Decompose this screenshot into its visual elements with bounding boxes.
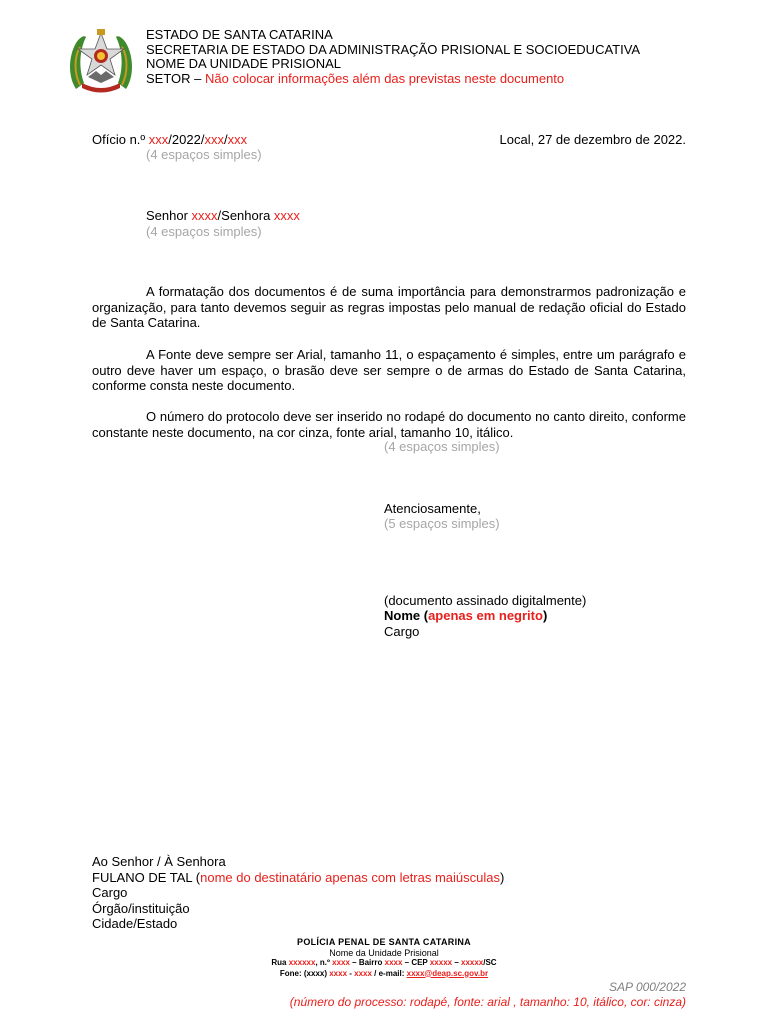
document-header <box>146 28 640 86</box>
header-state: ESTADO DE SANTA CATARINA <box>146 27 333 42</box>
closing: Atenciosamente, <box>384 501 481 516</box>
oficio-number <box>92 132 247 148</box>
document-footer <box>0 937 768 979</box>
state-coat-of-arms-icon <box>66 27 136 95</box>
footer-fone: Fone: (xxxx) <box>279 968 330 978</box>
footer-email-link[interactable]: xxxx@deap.sc.gov.br <box>406 968 489 978</box>
footer-bairro: – Bairro <box>349 958 385 967</box>
signer-name <box>384 608 547 624</box>
oficio-num3: xxx <box>227 132 248 147</box>
recipient-name-note: nome do destinatário apenas com letras maiúsculas <box>200 869 501 885</box>
spacing-note: (4 espaços simples) <box>146 147 262 162</box>
recipient-role: Cargo <box>92 885 128 901</box>
salutation <box>146 208 300 224</box>
footer-unit: Nome da Unidade Prisional <box>329 947 439 958</box>
digital-signature-note: (documento assinado digitalmente) <box>384 593 587 608</box>
header-sector-label: SETOR – <box>146 70 206 86</box>
spacing-note: (5 espaços simples) <box>384 516 500 531</box>
footer-email-label: / e-mail: <box>371 968 407 978</box>
signer-name-close: ) <box>542 608 548 623</box>
oficio-sep: / <box>223 132 228 147</box>
salutation-x2: xxxx <box>273 208 300 223</box>
footer-bairro-x: xxxx <box>384 958 403 967</box>
oficio-num2: xxx <box>204 132 224 147</box>
signer-name-label: Nome ( <box>384 608 429 623</box>
footer-sc: /SC <box>483 958 497 967</box>
header-unit: NOME DA UNIDADE PRISIONAL <box>146 56 342 72</box>
footer-n-x: xxxx <box>332 958 350 967</box>
local-date: Local, 27 de dezembro de 2022. <box>499 132 686 147</box>
signer-role: Cargo <box>384 624 420 639</box>
process-note: (número do processo: rodapé, fonte: arial , tamanho: 10, itálico, cor: cinza) <box>289 995 686 1009</box>
spacing-note: (4 espaços simples) <box>384 439 500 454</box>
footer-org: POLÍCIA PENAL DE SANTA CATARINA <box>297 937 471 947</box>
signer-name-note: apenas em negrito <box>428 608 543 623</box>
spacing-note: (4 espaços simples) <box>146 224 262 239</box>
footer-n: , n.º <box>315 958 333 967</box>
recipient-block <box>92 854 504 932</box>
body-paragraph: O número do protocolo deve ser inserido no rodapé do documento no canto direito, conforme constante neste documento, na cor cinza, fonte arial, tamanho 10, itálico. <box>92 409 686 440</box>
recipient-city: Cidade/Estado <box>92 916 178 932</box>
salutation-x1: xxxx <box>191 208 218 223</box>
footer-rua: Rua <box>271 958 289 967</box>
footer-cep-x1: xxxxx <box>429 958 453 967</box>
recipient-name <box>92 870 504 886</box>
footer-contact <box>0 969 768 980</box>
header-sector <box>146 72 640 87</box>
footer-fone-dash: - <box>347 968 355 978</box>
salutation-senhora: /Senhora <box>217 208 274 223</box>
recipient-greeting: Ao Senhor / À Senhora <box>92 854 226 869</box>
body-paragraph: A formatação dos documentos é de suma importância para demonstrarmos padronização e organização, para tanto devemos seguir as regras impostas pelo manual de redação oficial do Estado de Santa Catarina. <box>92 284 686 330</box>
footer-cep-x2: xxxxx <box>461 958 484 967</box>
salutation-senhor: Senhor <box>146 208 192 223</box>
footer-fone-x1: xxxx <box>329 968 348 978</box>
footer-cep-dash: – <box>452 958 461 967</box>
footer-cep: – CEP <box>402 958 430 967</box>
footer-address <box>0 958 768 969</box>
header-sector-note: Não colocar informações além das previstas neste documento <box>205 70 565 86</box>
recipient-name-close: ) <box>500 869 505 885</box>
oficio-label: Ofício n.º <box>92 132 149 147</box>
footer-fone-x2: xxxx <box>354 968 372 978</box>
oficio-year: /2022/ <box>168 132 205 147</box>
footer-rua-x: xxxxxx <box>288 958 316 967</box>
protocol-number: SAP 000/2022 <box>609 980 686 994</box>
header-secretariat: SECRETARIA DE ESTADO DA ADMINISTRAÇÃO PRISIONAL E SOCIOEDUCATIVA <box>146 41 641 57</box>
recipient-name-label: FULANO DE TAL ( <box>92 869 201 885</box>
oficio-num1: xxx <box>148 132 169 147</box>
recipient-org: Órgão/instituição <box>92 900 190 916</box>
body-paragraph: A Fonte deve sempre ser Arial, tamanho 11, o espaçamento é simples, entre um parágrafo e outro deve haver um espaço, o brasão deve ser sempre o de armas do Estado de Santa Catarina, conforme consta neste documento. <box>92 347 686 393</box>
